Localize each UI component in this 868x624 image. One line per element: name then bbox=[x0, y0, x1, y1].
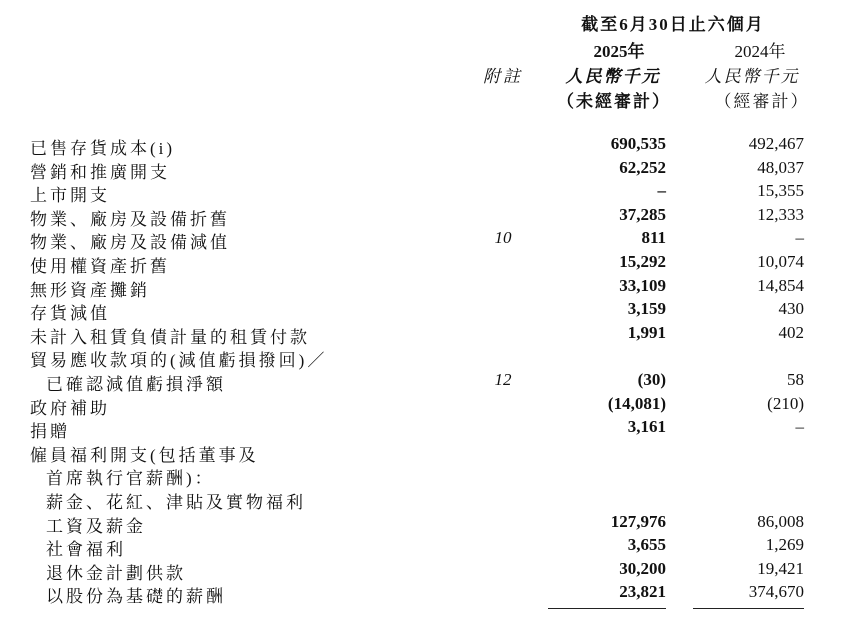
row-value-2025: 23,821 bbox=[619, 582, 666, 602]
total-rule-2024 bbox=[693, 608, 804, 609]
row-value-2024: 1,269 bbox=[765, 535, 804, 555]
row-value-2025: 37,285 bbox=[619, 204, 666, 224]
row-label: 無形資產攤銷 bbox=[30, 280, 150, 300]
row-value-2025: 690,535 bbox=[610, 134, 666, 153]
row-value-2024: 86,008 bbox=[757, 511, 804, 531]
table-row bbox=[0, 276, 868, 300]
table-row bbox=[0, 417, 868, 441]
row-value-2024: 10,074 bbox=[757, 252, 804, 271]
table-row bbox=[0, 134, 868, 158]
row-label: 首席執行官薪酬)： bbox=[46, 469, 215, 489]
row-value-2024: 12,333 bbox=[757, 204, 804, 224]
row-value-2025: 3,159 bbox=[627, 299, 666, 319]
table-row bbox=[0, 370, 868, 394]
table-row bbox=[0, 252, 868, 276]
row-value-2025: – bbox=[657, 181, 666, 201]
row-label: 已確認減值虧損淨額 bbox=[46, 375, 226, 394]
header-period: 截至6月30日止六個月 bbox=[581, 15, 765, 34]
row-note: 12 bbox=[494, 370, 512, 389]
row-value-2025: 62,252 bbox=[619, 157, 666, 177]
row-value-2025: 1,991 bbox=[627, 322, 666, 342]
row-value-2025: 30,200 bbox=[619, 558, 666, 578]
header-audit-2024: （經審計） bbox=[714, 92, 810, 111]
row-label: 營銷和推廣開支 bbox=[30, 162, 170, 182]
row-value-2025: (14,081) bbox=[607, 393, 666, 413]
header-currency-2024: 人民幣千元 bbox=[704, 67, 800, 86]
row-label: 僱員福利開支(包括董事及 bbox=[30, 445, 259, 465]
table-row bbox=[0, 559, 868, 583]
header-currency-2025: 人民幣千元 bbox=[565, 67, 661, 86]
table-row bbox=[0, 228, 868, 252]
row-label: 退休金計劃供款 bbox=[46, 563, 186, 583]
row-label: 以股份為基礎的薪酬 bbox=[46, 587, 226, 607]
row-label: 政府補助 bbox=[30, 398, 110, 418]
table-row bbox=[0, 535, 868, 559]
row-value-2024: 58 bbox=[787, 370, 804, 389]
row-label: 貿易應收款項的(減值虧損撥回)／ bbox=[30, 351, 328, 371]
row-value-2024: 402 bbox=[778, 322, 804, 342]
table-row bbox=[0, 512, 868, 536]
row-note: 10 bbox=[494, 228, 512, 248]
row-label: 物業、廠房及設備減值 bbox=[30, 233, 230, 253]
table-row bbox=[0, 181, 868, 205]
row-value-2025: 33,109 bbox=[619, 275, 666, 295]
header-audit-2025: （未經審計） bbox=[557, 92, 671, 111]
row-value-2024: 15,355 bbox=[757, 181, 804, 201]
header-note-label: 附註 bbox=[483, 67, 523, 86]
row-label: 未計入租賃負債計量的租賃付款 bbox=[30, 327, 310, 347]
row-label: 存貨減值 bbox=[30, 304, 110, 324]
row-label: 薪金、花紅、津貼及實物福利 bbox=[46, 493, 306, 512]
row-value-2024: 374,670 bbox=[748, 582, 804, 602]
table-row bbox=[0, 441, 868, 465]
header-year-2024: 2024年 bbox=[734, 42, 786, 61]
row-value-2024: – bbox=[795, 228, 804, 248]
row-value-2025: 3,655 bbox=[627, 535, 666, 555]
row-label: 上市開支 bbox=[30, 186, 110, 206]
row-value-2025: 3,161 bbox=[627, 417, 666, 437]
row-value-2024: 430 bbox=[778, 299, 804, 319]
row-value-2024: 492,467 bbox=[748, 134, 804, 153]
row-value-2024: 14,854 bbox=[757, 275, 804, 295]
row-value-2025: 127,976 bbox=[610, 511, 666, 531]
row-value-2024: (210) bbox=[767, 393, 804, 413]
row-value-2025: 15,292 bbox=[619, 252, 666, 271]
table-row bbox=[0, 488, 868, 512]
row-label: 捐贈 bbox=[30, 422, 70, 442]
row-value-2025: 811 bbox=[641, 228, 666, 248]
row-label: 物業、廠房及設備折舊 bbox=[30, 209, 230, 229]
table-row bbox=[0, 205, 868, 229]
row-label: 工資及薪金 bbox=[46, 516, 146, 536]
table-row bbox=[0, 582, 868, 606]
table-row bbox=[0, 299, 868, 323]
row-label: 使用權資產折舊 bbox=[30, 257, 170, 276]
row-label: 社會福利 bbox=[46, 540, 126, 560]
header-year-2025: 2025年 bbox=[593, 42, 645, 61]
table-row bbox=[0, 394, 868, 418]
total-rule-2025 bbox=[548, 608, 666, 609]
row-value-2024: 19,421 bbox=[757, 558, 804, 578]
row-value-2024: – bbox=[795, 417, 804, 437]
table-row bbox=[0, 323, 868, 347]
row-value-2025: (30) bbox=[637, 370, 666, 389]
table-row bbox=[0, 464, 868, 488]
table-row bbox=[0, 346, 868, 370]
row-value-2024: 48,037 bbox=[757, 157, 804, 177]
row-label: 已售存貨成本(i) bbox=[30, 139, 176, 158]
table-row bbox=[0, 158, 868, 182]
